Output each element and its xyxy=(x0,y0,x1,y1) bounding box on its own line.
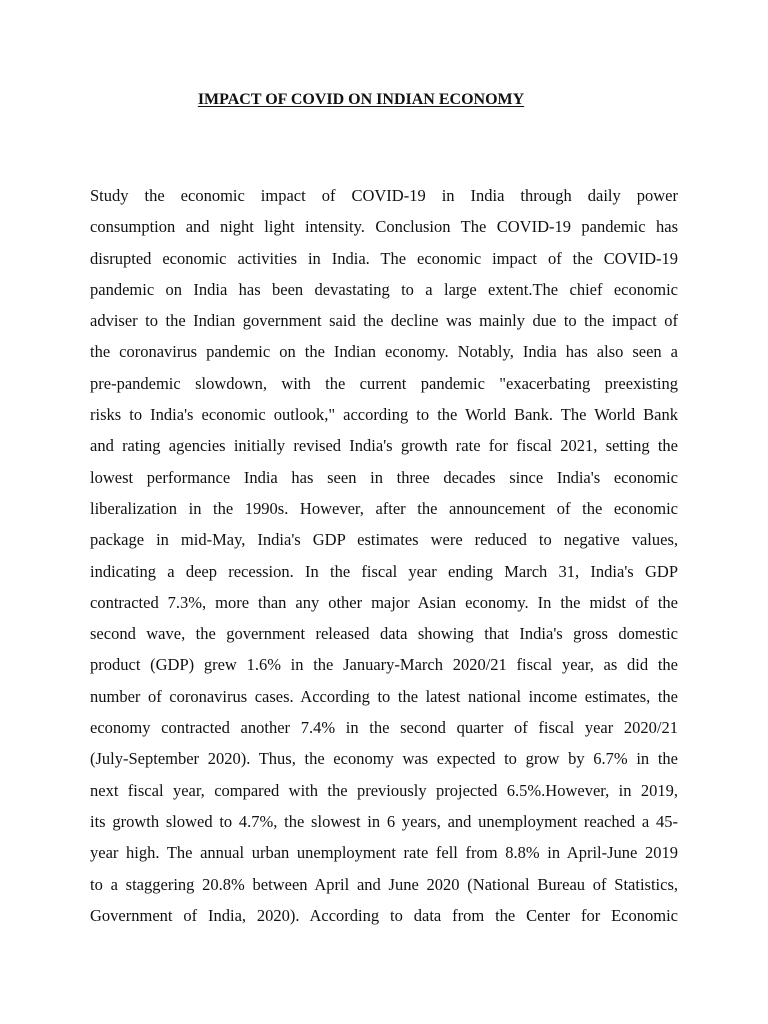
body-line: year high. The annual urban unemployment rate fell from 8.8% in April-June 2019 xyxy=(90,843,678,863)
body-line: (July-September 2020). Thus, the economy was expected to grow by 6.7% in the xyxy=(90,749,678,769)
body-line: the coronavirus pandemic on the Indian economy. Notably, India has also seen a xyxy=(90,342,678,362)
body-line: next fiscal year, compared with the previously projected 6.5%.However, in 2019, xyxy=(90,780,678,800)
body-line: Government of India, 2020). According to data from the Center for Economic xyxy=(90,905,678,925)
body-line: number of coronavirus cases. According to the latest national income estimates, the xyxy=(90,686,678,706)
body-line: indicating a deep recession. In the fiscal year ending March 31, India's GDP xyxy=(90,561,678,581)
body-line: economy contracted another 7.4% in the second quarter of fiscal year 2020/21 xyxy=(90,718,678,738)
document-title: IMPACT OF COVID ON INDIAN ECONOMY xyxy=(197,91,525,108)
body-line: and rating agencies initially revised India's growth rate for fiscal 2021, setting the xyxy=(90,436,678,456)
body-line: liberalization in the 1990s. However, after the announcement of the economic xyxy=(90,498,678,518)
body-line: its growth slowed to 4.7%, the slowest in 6 years, and unemployment reached a 45- xyxy=(90,811,678,831)
body-line: disrupted economic activities in India. The economic impact of the COVID-19 xyxy=(90,248,678,268)
body-line: product (GDP) grew 1.6% in the January-March 2020/21 fiscal year, as did the xyxy=(90,655,678,675)
body-line: Study the economic impact of COVID-19 in India through daily power xyxy=(90,186,678,205)
body-line: second wave, the government released data showing that India's gross domestic xyxy=(90,624,678,644)
body-line: contracted 7.3%, more than any other major Asian economy. In the midst of the xyxy=(90,592,678,612)
document-body xyxy=(90,180,678,931)
body-line: consumption and night light intensity. Conclusion The COVID-19 pandemic has xyxy=(90,217,678,237)
body-line: lowest performance India has seen in three decades since India's economic xyxy=(90,467,678,487)
body-line: pre-pandemic slowdown, with the current pandemic "exacerbating preexisting xyxy=(90,373,678,393)
body-line: adviser to the Indian government said the decline was mainly due to the impact of xyxy=(90,311,678,331)
body-line: risks to India's economic outlook," according to the World Bank. The World Bank xyxy=(90,405,678,425)
body-line: to a staggering 20.8% between April and June 2020 (National Bureau of Statistics, xyxy=(90,874,678,894)
body-line: pandemic on India has been devastating to a large extent.The chief economic xyxy=(90,279,678,299)
body-line: package in mid-May, India's GDP estimates were reduced to negative values, xyxy=(90,530,678,550)
